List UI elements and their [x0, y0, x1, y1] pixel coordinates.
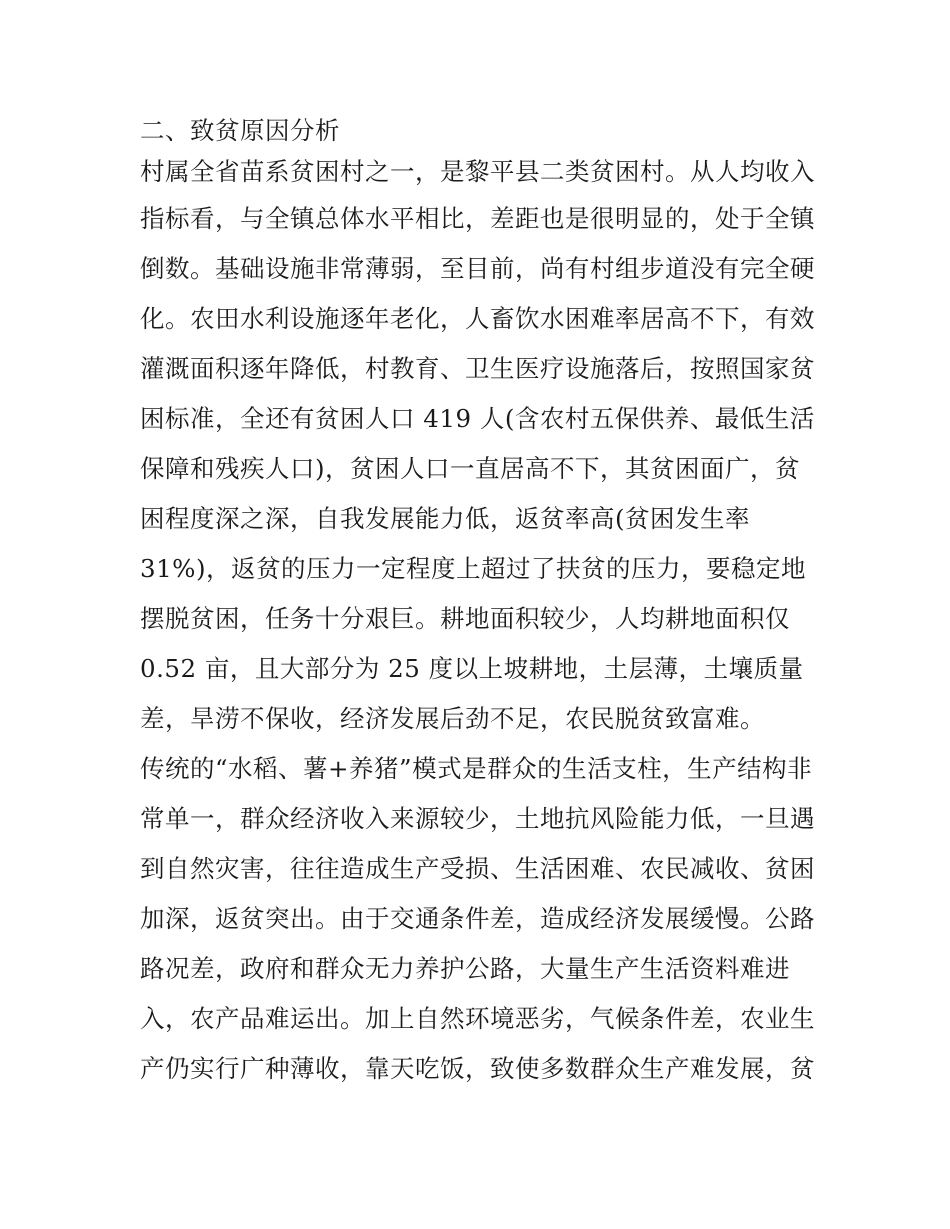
text-line: 倒数。基础设施非常薄弱，至目前，尚有村组步道没有完全硬	[140, 254, 815, 283]
text-line: 困程度深之深，自我发展能力低，返贫率高(贫困发生率	[140, 504, 751, 533]
section-heading: 二、致贫原因分析	[140, 116, 340, 145]
text-line: 路况差，政府和群众无力养护公路，大量生产生活资料难进	[140, 954, 790, 983]
text-line: 化。农田水利设施逐年老化，人畜饮水困难率居高不下，有效	[140, 304, 815, 333]
text-line: 0.52 亩，且大部分为 25 度以上坡耕地，土层薄，土壤质量	[140, 654, 804, 683]
text-line: 摆脱贫困，任务十分艰巨。耕地面积较少，人均耕地面积仅	[140, 604, 790, 633]
text-line: 灌溉面积逐年降低，村教育、卫生医疗设施落后，按照国家贫	[140, 354, 815, 383]
text-line: 指标看，与全镇总体水平相比，差距也是很明显的，处于全镇	[140, 204, 815, 233]
text-line: 困标准，全还有贫困人口 419 人(含农村五保供养、最低生活	[140, 404, 815, 433]
text-line: 到自然灾害，往往造成生产受损、生活困难、农民减收、贫困	[140, 854, 815, 883]
text-line: 传统的“水稻、薯+养猪”模式是群众的生活支柱，生产结构非	[140, 754, 813, 783]
text-line: 村属全省苗系贫困村之一，是黎平县二类贫困村。从人均收入	[140, 157, 815, 186]
text-line: 加深，返贫突出。由于交通条件差，造成经济发展缓慢。公路	[140, 904, 815, 933]
text-line: 产仍实行广种薄收，靠天吃饭，致使多数群众生产难发展，贫	[140, 1054, 815, 1083]
text-line: 常单一，群众经济收入来源较少，土地抗风险能力低，一旦遇	[140, 804, 815, 833]
text-line: 入，农产品难运出。加上自然环境恶劣，气候条件差，农业生	[140, 1004, 815, 1033]
text-line: 保障和残疾人口)，贫困人口一直居高不下，其贫困面广，贫	[140, 454, 801, 483]
document-body	[140, 112, 820, 1094]
text-line: 差，旱涝不保收，经济发展后劲不足，农民脱贫致富难。	[140, 704, 765, 733]
text-line: 31%)，返贫的压力一定程度上超过了扶贫的压力，要稳定地	[140, 554, 807, 583]
